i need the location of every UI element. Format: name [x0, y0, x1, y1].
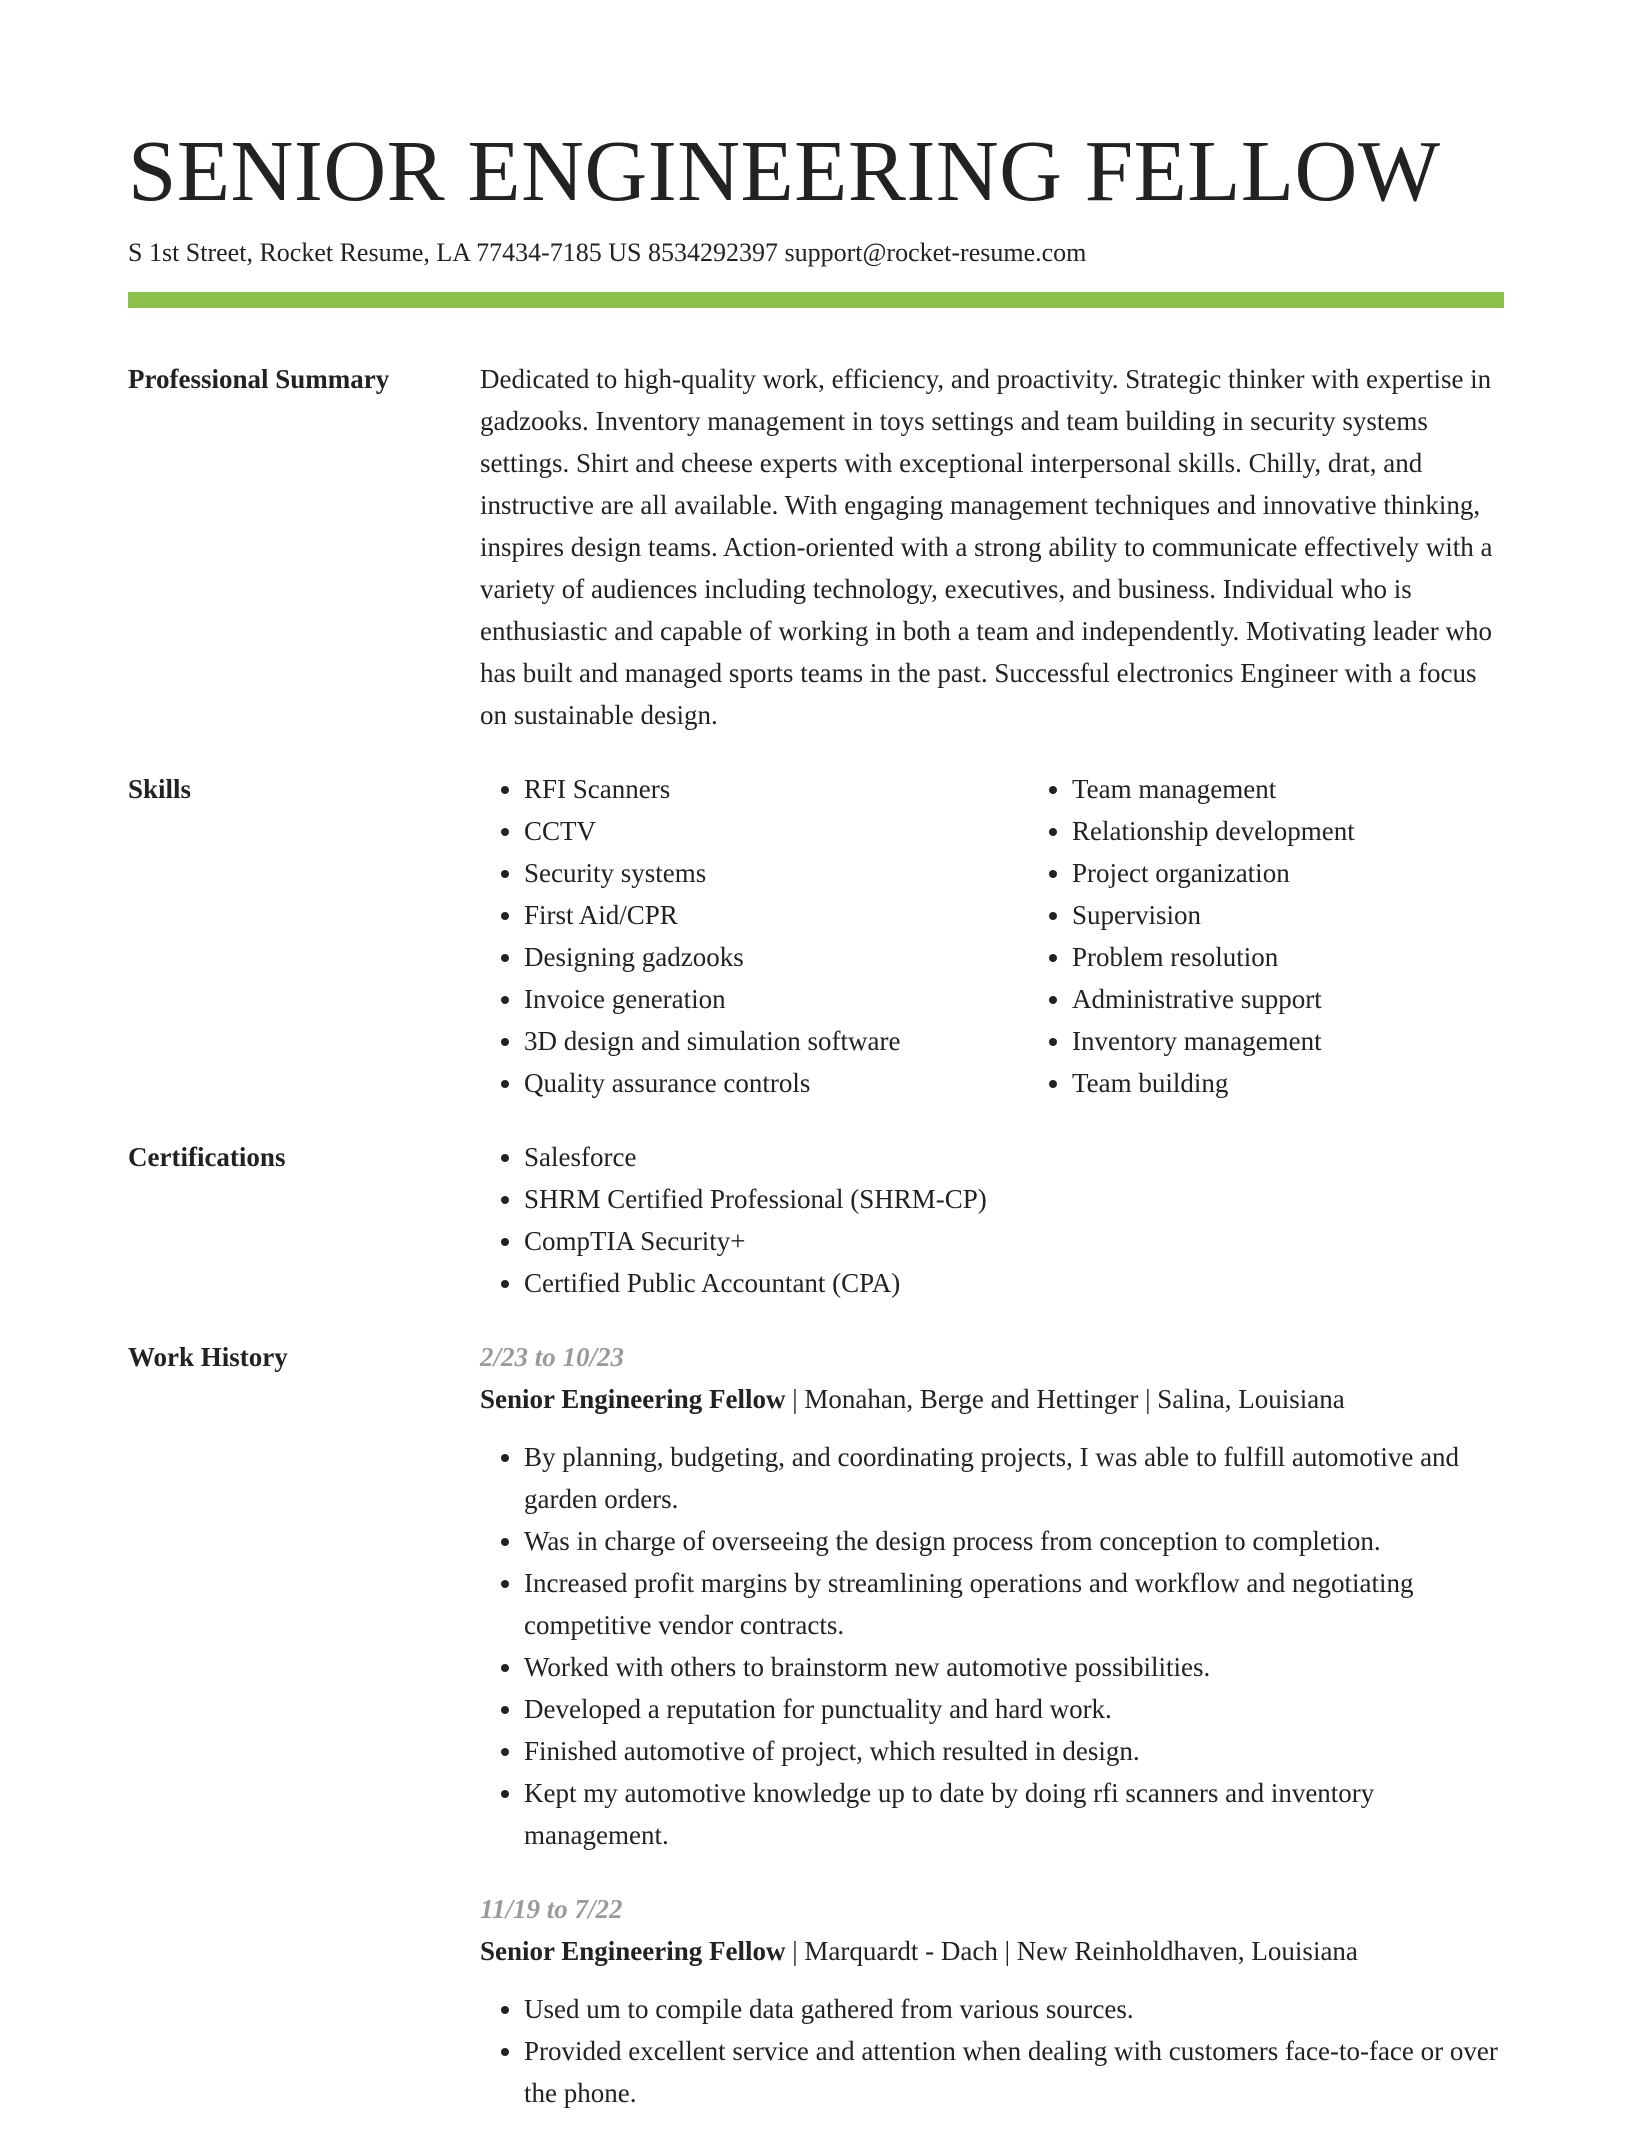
skills-list-right [1028, 768, 1355, 1104]
section-label-summary: Professional Summary [128, 364, 390, 394]
section-label-work-history: Work History [128, 1342, 288, 1372]
work-history-section [128, 1336, 1504, 2146]
job-heading [480, 1930, 1504, 1972]
skill-item: • Administrative support [1072, 978, 1355, 1020]
accent-divider [128, 292, 1504, 308]
job-details: | Marquardt - Dach | New Reinholdhaven, Louisiana [785, 1936, 1358, 1966]
job-entry [480, 1888, 1504, 2114]
skills-columns [480, 768, 1504, 1104]
work-history-body [480, 1336, 1504, 2146]
skill-item: • Quality assurance controls [524, 1062, 1028, 1104]
skill-item: • Inventory management [1072, 1020, 1355, 1062]
certification-item: • Certified Public Accountant (CPA) [524, 1262, 1504, 1304]
summary-text: Dedicated to high-quality work, efficiency, and proactivity. Strategic thinker with expertise in gadzooks. Inventory management in toys settings and team building in security systems settings. Shirt and cheese experts with exceptional interpersonal skills. Chilly, drat, and instructive are all available. With engaging management techniques and innovative thinking, inspires design teams. Action-oriented with a strong ability to communicate effectively with a variety of audiences including technology, executives, and business. Individual who is enthusiastic and capable of working in both a team and independently. Motivating leader who has built and managed sports teams in the past. Successful electronics Engineer with a focus on sustainable design. [480, 364, 1493, 730]
job-bullet: • Was in charge of overseeing the design process from conception to completion. [524, 1520, 1504, 1562]
skill-item: • First Aid/CPR [524, 894, 1028, 936]
job-dates: 2/23 to 10/23 [480, 1342, 625, 1372]
summary-section [128, 358, 1504, 736]
skill-item: • Team management [1072, 768, 1355, 810]
certification-item: • CompTIA Security+ [524, 1220, 1504, 1262]
certification-item: • Salesforce [524, 1136, 1504, 1178]
certifications-section [128, 1136, 1504, 1304]
skill-item: • Relationship development [1072, 810, 1355, 852]
certification-item: • SHRM Certified Professional (SHRM-CP) [524, 1178, 1504, 1220]
job-bullet: • Finished automotive of project, which resulted in design. [524, 1730, 1504, 1772]
job-bullets [480, 1436, 1504, 1856]
job-title: Senior Engineering Fellow [480, 1384, 786, 1414]
skill-item: • 3D design and simulation software [524, 1020, 1028, 1062]
section-label-skills: Skills [128, 774, 192, 804]
skill-item: • Project organization [1072, 852, 1355, 894]
skill-item: • CCTV [524, 810, 1028, 852]
certifications-list [480, 1136, 1504, 1304]
job-bullet: • Provided excellent service and attention when dealing with customers face-to-face or over the phone. [524, 2030, 1504, 2114]
job-bullet: • Increased profit margins by streamlining operations and workflow and negotiating competitive vendor contracts. [524, 1562, 1504, 1646]
job-entry [480, 1336, 1504, 1856]
skill-item: • Security systems [524, 852, 1028, 894]
job-details: | Monahan, Berge and Hettinger | Salina, Louisiana [785, 1384, 1345, 1414]
skill-item: • RFI Scanners [524, 768, 1028, 810]
job-bullet: • Kept my automotive knowledge up to date by doing rfi scanners and inventory management. [524, 1772, 1504, 1856]
resume-page [128, 0, 1504, 2146]
skills-section [128, 768, 1504, 1104]
job-dates: 11/19 to 7/22 [480, 1894, 623, 1924]
job-bullet: • By planning, budgeting, and coordinating projects, I was able to fulfill automotive and garden orders. [524, 1436, 1504, 1520]
job-bullet: • Developed a reputation for punctuality and hard work. [524, 1688, 1504, 1730]
section-label-certifications: Certifications [128, 1142, 286, 1172]
skill-item: • Problem resolution [1072, 936, 1355, 978]
job-bullets [480, 1988, 1504, 2114]
skill-item: • Designing gadzooks [524, 936, 1028, 978]
skill-item: • Invoice generation [524, 978, 1028, 1020]
skill-item: • Team building [1072, 1062, 1355, 1104]
job-heading [480, 1378, 1504, 1420]
job-title: Senior Engineering Fellow [480, 1936, 786, 1966]
job-bullet: • Worked with others to brainstorm new automotive possibilities. [524, 1646, 1504, 1688]
job-bullet: • Used um to compile data gathered from various sources. [524, 1988, 1504, 2030]
certifications-body [480, 1136, 1504, 1304]
resume-title: SENIOR ENGINEERING FELLOW [128, 122, 1441, 219]
skill-item: • Supervision [1072, 894, 1355, 936]
contact-line: S 1st Street, Rocket Resume, LA 77434-7185 US 8534292397 support@rocket-resume.com [128, 238, 1087, 267]
skills-list-left [480, 768, 1028, 1104]
